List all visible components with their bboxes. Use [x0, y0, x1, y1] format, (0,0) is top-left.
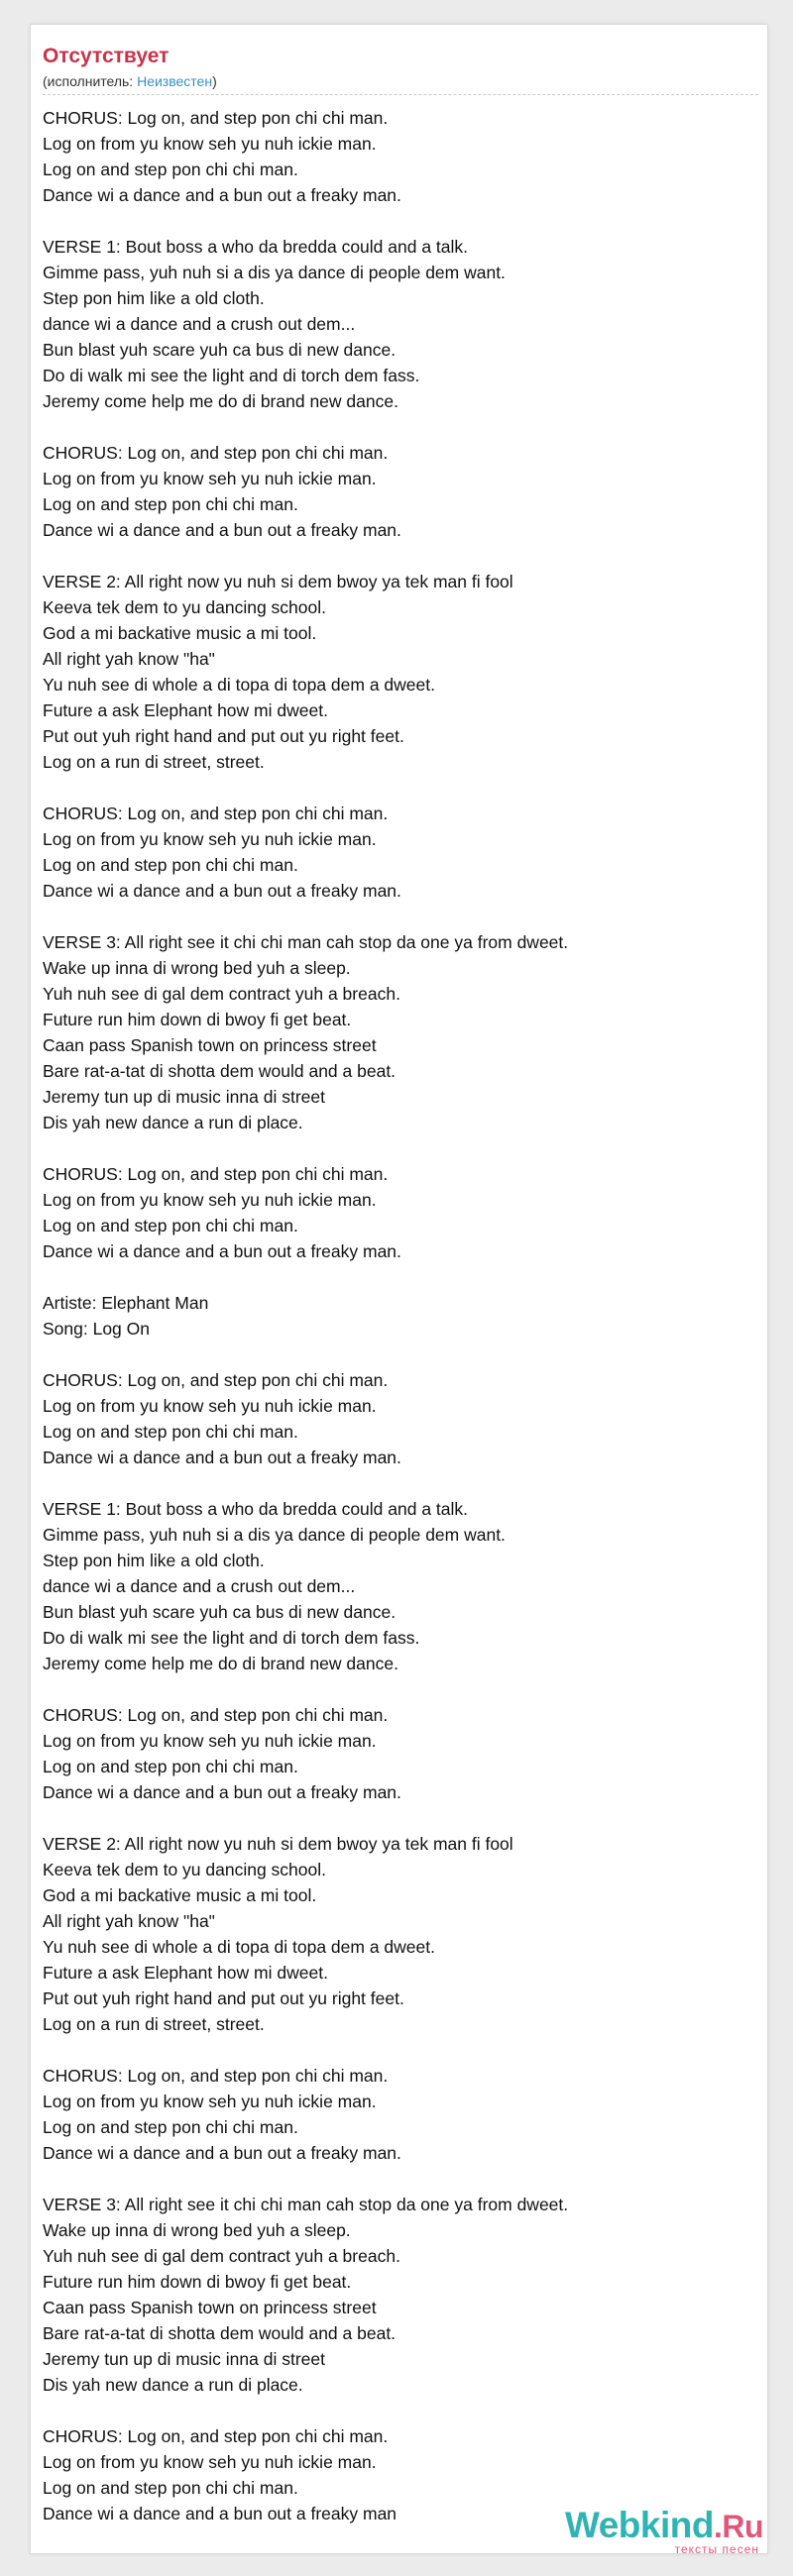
lyric-line: Bare rat-a-tat di shotta dem would and a beat.	[43, 2323, 396, 2343]
lyric-line: VERSE 2: All right now yu nuh si dem bwoy ya tek man fi fool	[43, 1834, 513, 1854]
lyric-line: Log on a run di street, street.	[43, 2014, 265, 2034]
lyric-line: All right yah know "ha"	[43, 1911, 215, 1931]
lyric-line: Log on and step pon chi chi man.	[43, 494, 298, 514]
lyric-line: Dance wi a dance and a bun out a freaky man.	[43, 881, 401, 901]
lyric-line: Dance wi a dance and a bun out a freaky man.	[43, 185, 401, 205]
lyric-line: Future a ask Elephant how mi dweet.	[43, 1963, 328, 1983]
lyric-line: Put out yuh right hand and put out yu right feet.	[43, 726, 404, 746]
lyric-line: Future run him down di bwoy fi get beat.	[43, 2272, 352, 2292]
lyric-line: Bare rat-a-tat di shotta dem would and a beat.	[43, 1061, 396, 1081]
lyric-line: Bun blast yuh scare yuh ca bus di new dance.	[43, 1602, 396, 1622]
lyric-line: Keeva tek dem to yu dancing school.	[43, 597, 327, 617]
lyric-line: Gimme pass, yuh nuh si a dis ya dance di people dem want.	[43, 263, 506, 282]
watermark-logo	[565, 2506, 763, 2546]
lyric-line: Log on from yu know seh yu nuh ickie man.	[43, 1190, 377, 1210]
lyric-line: Do di walk mi see the light and di torch dem fass.	[43, 366, 420, 385]
lyric-line: Caan pass Spanish town on princess street	[43, 2298, 377, 2317]
lyric-line	[43, 1264, 755, 1290]
lyric-line: VERSE 1: Bout boss a who da bredda could and a talk.	[43, 1499, 469, 1519]
lyric-line	[43, 2166, 755, 2192]
lyric-line: Dis yah new dance a run di place.	[43, 1113, 303, 1132]
lyric-line: Log on and step pon chi chi man.	[43, 855, 298, 875]
lyric-line: Wake up inna di wrong bed yuh a sleep.	[43, 958, 351, 978]
lyric-line: VERSE 2: All right now yu nuh si dem bwoy ya tek man fi fool	[43, 572, 513, 591]
lyric-line: Log on a run di street, street.	[43, 752, 265, 772]
lyric-line: Artiste: Elephant Man	[43, 1293, 209, 1313]
lyric-line	[43, 543, 755, 569]
lyric-line	[43, 775, 755, 801]
lyric-line: Yu nuh see di whole a di topa di topa dem a dweet.	[43, 675, 435, 695]
lyric-line: Jeremy tun up di music inna di street	[43, 2349, 325, 2369]
lyric-line: Step pon him like a old cloth.	[43, 1551, 265, 1570]
lyric-line: Keeva tek dem to yu dancing school.	[43, 1860, 327, 1879]
lyric-line	[43, 414, 755, 440]
lyric-line	[43, 1470, 755, 1496]
lyric-line: Dance wi a dance and a bun out a freaky man.	[43, 1448, 401, 1467]
lyric-line: God a mi backative music a mi tool.	[43, 1885, 317, 1905]
lyric-line: Log on from yu know seh yu nuh ickie man.	[43, 1396, 377, 1416]
artist-line	[43, 72, 755, 90]
lyric-line	[43, 1805, 755, 1831]
lyric-line: CHORUS: Log on, and step pon chi chi man.	[43, 1705, 389, 1725]
lyric-line: Log on and step pon chi chi man.	[43, 1216, 298, 1235]
lyric-line: Song: Log On	[43, 1319, 150, 1339]
lyric-line	[43, 1676, 755, 1702]
lyric-line: Bun blast yuh scare yuh ca bus di new dance.	[43, 340, 396, 360]
lyric-line: VERSE 1: Bout boss a who da bredda could and a talk.	[43, 237, 469, 257]
lyric-line: Caan pass Spanish town on princess street	[43, 1035, 377, 1055]
lyric-line: Log on and step pon chi chi man.	[43, 2117, 298, 2137]
lyric-line: Log on and step pon chi chi man.	[43, 160, 298, 179]
lyrics-card	[30, 24, 768, 2554]
artist-link[interactable]: Неизвестен	[137, 73, 213, 89]
lyric-line: God a mi backative music a mi tool.	[43, 623, 317, 643]
webkind-watermark	[565, 2506, 763, 2556]
lyric-line: CHORUS: Log on, and step pon chi chi man.	[43, 2066, 389, 2086]
lyric-line: Dance wi a dance and a bun out a freaky man.	[43, 520, 401, 540]
lyric-line: dance wi a dance and a crush out dem...	[43, 314, 356, 334]
lyric-line: All right yah know "ha"	[43, 649, 215, 669]
lyric-line: Do di walk mi see the light and di torch dem fass.	[43, 1628, 420, 1648]
lyric-line: Gimme pass, yuh nuh si a dis ya dance di people dem want.	[43, 1525, 506, 1545]
lyric-line: dance wi a dance and a crush out dem...	[43, 1576, 356, 1596]
lyric-line	[43, 208, 755, 234]
header-divider	[43, 94, 758, 95]
lyric-line: Yuh nuh see di gal dem contract yuh a breach.	[43, 2246, 400, 2266]
song-title: Отсутствует	[43, 45, 170, 67]
lyric-line: Dis yah new dance a run di place.	[43, 2375, 303, 2395]
watermark-tagline: тексты песен	[674, 2542, 759, 2556]
lyric-line: CHORUS: Log on, and step pon chi chi man.	[43, 108, 389, 128]
lyric-line: Dance wi a dance and a bun out a freaky man.	[43, 1241, 401, 1261]
lyric-line: Log on and step pon chi chi man.	[43, 2478, 298, 2498]
lyric-line	[43, 1135, 755, 1161]
artist-suffix: )	[212, 73, 217, 89]
lyric-line: Log on from yu know seh yu nuh ickie man.	[43, 829, 377, 849]
lyric-line: CHORUS: Log on, and step pon chi chi man.	[43, 2426, 389, 2446]
lyric-line: VERSE 3: All right see it chi chi man cah stop da one ya from dweet.	[43, 2195, 569, 2214]
lyric-line: Future a ask Elephant how mi dweet.	[43, 700, 328, 720]
lyric-line: CHORUS: Log on, and step pon chi chi man.	[43, 1370, 389, 1390]
lyric-line: Yuh nuh see di gal dem contract yuh a breach.	[43, 984, 400, 1004]
lyric-line: Log on from yu know seh yu nuh ickie man.	[43, 134, 377, 154]
lyric-line: Jeremy come help me do di brand new dance.	[43, 391, 398, 411]
watermark-brand: Webkind	[564, 2505, 714, 2545]
lyric-line: Log on from yu know seh yu nuh ickie man.	[43, 2092, 377, 2111]
lyrics-body	[43, 105, 755, 2526]
lyric-line: CHORUS: Log on, and step pon chi chi man.	[43, 443, 389, 463]
watermark-tld: .Ru	[713, 2509, 763, 2544]
lyric-line: Jeremy tun up di music inna di street	[43, 1087, 325, 1107]
lyric-line: CHORUS: Log on, and step pon chi chi man.	[43, 1164, 389, 1184]
lyric-line: Log on from yu know seh yu nuh ickie man.	[43, 1731, 377, 1751]
lyric-line: Log on from yu know seh yu nuh ickie man.	[43, 469, 377, 488]
lyric-line	[43, 1342, 755, 1367]
lyric-line: Dance wi a dance and a bun out a freaky man	[43, 2504, 397, 2523]
lyric-line: Log on from yu know seh yu nuh ickie man.	[43, 2452, 377, 2472]
lyric-line	[43, 2037, 755, 2063]
lyric-line: Log on and step pon chi chi man.	[43, 1757, 298, 1776]
lyric-line: Dance wi a dance and a bun out a freaky man.	[43, 1782, 401, 1802]
lyric-line: Step pon him like a old cloth.	[43, 288, 265, 308]
lyric-line: Log on and step pon chi chi man.	[43, 1422, 298, 1442]
lyric-line: Yu nuh see di whole a di topa di topa dem a dweet.	[43, 1937, 435, 1957]
lyric-line: CHORUS: Log on, and step pon chi chi man.	[43, 804, 389, 823]
lyric-line: Dance wi a dance and a bun out a freaky man.	[43, 2143, 401, 2163]
lyric-line	[43, 904, 755, 929]
lyric-line	[43, 2398, 755, 2423]
lyric-line: Future run him down di bwoy fi get beat.	[43, 1010, 352, 1029]
lyric-line: VERSE 3: All right see it chi chi man cah stop da one ya from dweet.	[43, 932, 569, 952]
artist-prefix: (исполнитель:	[43, 73, 138, 89]
lyric-line: Jeremy come help me do di brand new dance.	[43, 1654, 398, 1673]
lyric-line: Wake up inna di wrong bed yuh a sleep.	[43, 2220, 351, 2240]
lyric-line: Put out yuh right hand and put out yu right feet.	[43, 1988, 404, 2008]
